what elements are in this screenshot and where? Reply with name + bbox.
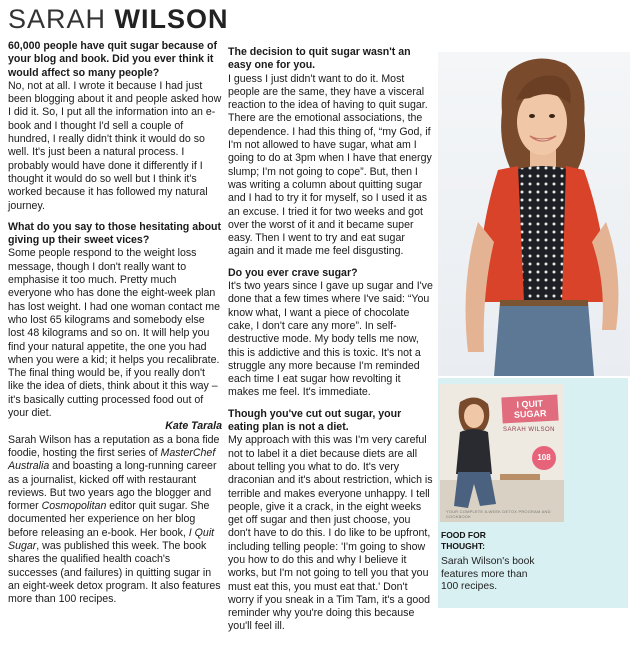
page-headline xyxy=(8,2,229,36)
answer-1: No, not at all. I wrote it because I had just been blogging about it and people asked how I did it. So, I put all the information into an e-book and I thought I'd sell a couple of hundred, I really didn't think it would do so well. It's just been a natural process. I probably would have done it differently if I thought it would do so well but I think it's worked because it has followed my natural journey. xyxy=(8,79,222,212)
answer-5: My approach with this was I'm very careful not to label it a diet because diets are all about telling you what to do. It's very draconian and it's about restriction, which is terrible and makes everyone unhappy. I tell people, give it a crack, in the eight weeks get off sugar and then just choose, you don't have to do this. I do like to be upfront, including telling people: 'I'm going to show you how to do this and why I believe it works, but I'm not going to tell you that you must eat this, you must eat that.' Don't worry if you sneak in a Tim Tam, it's a good reminder why you're doing this because you'll feel ill. xyxy=(228,434,433,633)
book-cover-title: I QUIT SUGAR xyxy=(501,395,558,424)
question-2: What do you say to those hesitating about giving up their sweet vices? xyxy=(8,220,222,247)
intro-text-3: editor quit sugar. She documented her experience on her blog before releasing an e-book. Her book, xyxy=(8,500,210,539)
caption-text: Sarah Wilson's book features more than 100 recipes. xyxy=(441,556,535,592)
headline-last-name: WILSON xyxy=(114,4,229,34)
book-cover-footer: YOUR COMPLETE 8-WEEK DETOX PROGRAM AND COOKBOOK xyxy=(446,509,551,519)
intro-text-2: and boasting a long-running career as a journalist, kicked off with restaurant reviews. But two years ago the blogger and former xyxy=(8,460,217,513)
article-column-middle xyxy=(228,46,433,634)
byline: Kate Tarala xyxy=(165,420,222,433)
intro-text-4: , was published this week. The book shares the qualified health coach's successes (and failures) in quitting sugar in an eight-week detox program. It also features more than 100 recipes. xyxy=(8,539,221,606)
intro-paragraph xyxy=(8,434,222,607)
question-1: 60,000 people have quit sugar because of your blog and book. Did you ever think it would affect so many people? xyxy=(8,40,218,79)
question-4: Do you ever crave sugar? xyxy=(228,266,358,279)
question-3: The decision to quit sugar wasn't an easy one for you. xyxy=(228,46,411,72)
answer-2: Some people respond to the weight loss message, though I don't really want to emphasise it too much. Pretty much everyone who has done the eight-week plan has lost weight. I had one woman contact me who lost 65 kilograms and somebody else lost 48 kilograms and so on. It will help you find your natural appetite, the one you had when you were a kid; it helps you recalibrate. The final thing would be, if you really don't like the idea of diets, think about it this way – it's basically cutting processed food out of your diet. xyxy=(8,247,220,420)
headline-first-name: SARAH xyxy=(8,4,115,34)
intro-show-title: MasterChef Australia xyxy=(8,446,216,473)
book-cover-author: SARAH WILSON xyxy=(502,427,555,433)
portrait-photo xyxy=(438,52,630,376)
intro-text-1: Sarah Wilson has a reputation as a bona fide foodie, hosting the first series of xyxy=(8,433,220,459)
answer-4: It's two years since I gave up sugar and I've done that a few times where I've said: “You know what, I want a piece of chocolate cake, I don't care any more”. In self-destructive mode. My body tells me now, this is addictive and this is toxic. It's not a struggle any more because I'm reminded each time I eat sugar how revolting it makes me feel. It's immediate. xyxy=(228,280,433,399)
intro-book-title: I Quit Sugar xyxy=(8,526,215,552)
article-column-left xyxy=(8,40,222,606)
caption-heading: FOOD FOR THOUGHT: xyxy=(441,530,486,551)
book-cover-recipe-count: 108 xyxy=(532,446,556,470)
answer-3: I guess I just didn't want to do it. Most people are the same, they have a visceral reaction to the idea of having to quit sugar. There are the emotional associations, the dependence. I had this thing of, “my God, if I'm not allowed to have sugar, what am I going to do at 3pm when I have that energy slump; I'm not going to cope”. But, then I was writing a column about quitting sugar and I had to try it for myself, so I used it as an excuse. I tried it for two weeks and got over the worst of it and it became super easy. Then I went to try and eat sugar again and it made me feel disgusting. xyxy=(228,72,432,258)
intro-magazine-title: Cosmopolitan xyxy=(41,500,107,513)
question-5: Though you've cut out sugar, your eating plan is not a diet. xyxy=(228,407,402,434)
